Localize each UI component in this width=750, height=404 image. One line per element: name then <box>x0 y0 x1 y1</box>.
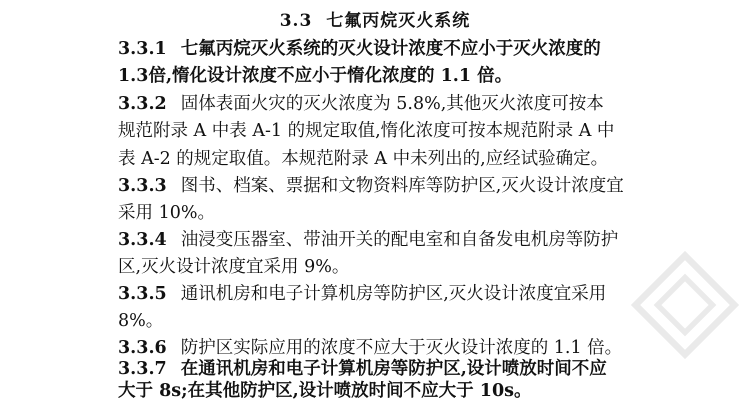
clause-number: 3.3.6 <box>118 338 167 358</box>
clause-text-line: 规范附录 A 中表 A-1 的规定取值,惰化浓度可按本规范附录 A 中 <box>118 121 615 141</box>
clause-3-3-7 <box>118 358 607 380</box>
clause-text-line: 油浸变压器室、带油开关的配电室和自备发电机房等防护 <box>180 230 619 250</box>
clause-3-3-1 <box>118 38 601 60</box>
clause-text-line: 在通讯机房和电子计算机房等防护区,设计喷放时间不应 <box>180 359 607 379</box>
clause-number: 3.3.5 <box>118 284 167 304</box>
clause-text-line: 区,灭火设计浓度宜采用 9%。 <box>118 257 350 277</box>
clause-3-3-6 <box>118 337 622 359</box>
clause-number: 3.3.7 <box>118 359 167 379</box>
clause-number: 3.3.3 <box>118 176 167 196</box>
clause-text-line: 采用 10%。 <box>118 203 215 223</box>
clause-text-line: 防护区实际应用的浓度不应大于灭火设计浓度的 1.1 倍。 <box>180 338 623 358</box>
section-title: 七氟丙烷灭火系统 <box>326 11 471 31</box>
clause-text-line: 图书、档案、票据和文物资料库等防护区,灭火设计浓度宜 <box>180 176 624 196</box>
clause-3-3-2 <box>118 93 604 115</box>
clause-text-line: 表 A-2 的规定取值。本规范附录 A 中未列出的,应经试验确定。 <box>118 149 609 169</box>
clause-text-line: 8%。 <box>118 311 164 331</box>
clause-number: 3.3.2 <box>118 94 167 114</box>
clause-text-line: 七氟丙烷灭火系统的灭火设计浓度不应小于灭火浓度的 <box>180 39 601 59</box>
section-number: 3.3 <box>279 11 313 31</box>
clause-text-line: 固体表面火灾的灭火浓度为 5.8%,其他灭火浓度可按本 <box>180 94 604 114</box>
clause-3-3-4 <box>118 229 618 251</box>
section-heading <box>0 6 750 31</box>
clause-text-line: 1.3倍,惰化设计浓度不应小于惰化浓度的 1.1 倍。 <box>118 66 513 86</box>
clause-number: 3.3.4 <box>118 230 167 250</box>
watermark-logo <box>630 250 740 360</box>
clause-3-3-5 <box>118 283 606 305</box>
clause-text-line: 通讯机房和电子计算机房等防护区,灭火设计浓度宜采用 <box>180 284 607 304</box>
clause-3-3-3 <box>118 175 624 197</box>
clause-text-line: 大于 8s;在其他防护区,设计喷放时间不应大于 10s。 <box>118 381 532 401</box>
clause-number: 3.3.1 <box>118 39 167 59</box>
